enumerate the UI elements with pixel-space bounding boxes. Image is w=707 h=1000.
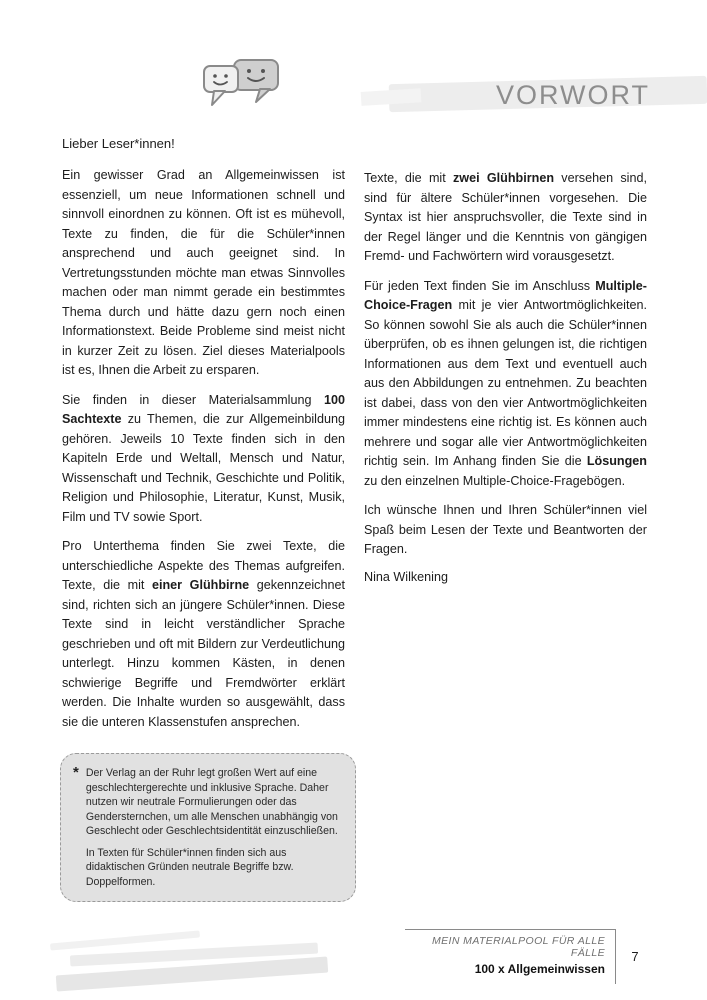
page-number: 7 <box>631 949 639 964</box>
brushstroke-layer <box>50 930 200 950</box>
footnote-box <box>60 753 356 902</box>
salutation: Lieber Leser*innen! <box>62 136 175 151</box>
paragraph-intro: Ein gewisser Grad an Allgemeinwissen ist essenziell, um neue Informationen schnell und sinnvoll einordnen zu können. Oft ist es mühevoll, Texte zu finden, die für die Schüler*innen ansprechend und auch geeignet sind. In Vertretungsstunden möchte man etwas Sinnvolles machen oder man nimmt gerade ein bestimmtes Thema durch und hätte dazu gern noch einen Informationstext. Beide Probleme sind meist nicht in kurzer Zeit zu lösen. Ziel dieses Materialpools ist es, Ihnen die Arbeit zu ersparen. <box>62 168 345 377</box>
asterisk-marker: * <box>73 764 79 781</box>
page-footer <box>405 929 654 984</box>
speech-bubbles-icon <box>200 56 286 115</box>
left-column <box>62 136 345 742</box>
paragraph-multiple-choice: Für jeden Text finden Sie im Anschluss Multiple-Choice-Fragen mit je vier Antwortmöglichkeiten. So können sowohl Sie als auch die Schüler*innen überprüfen, ob es ihnen gelungen ist, die richtigen Informationen aus dem Text und eventuell auch aus den Abbildungen zu entnehmen. Zu beachten ist dabei, dass von den vier Antwortmöglichkeiten immer mindestens eine richtig ist. Es können auch mehrere und sogar alle vier Antwortmöglichkeiten richtig sein. Im Anhang finden Sie die Lösungen zu den einzelnen Multiple-Choice-Fragebögen. <box>364 278 647 488</box>
content-columns <box>62 136 647 742</box>
bottom-brushstroke <box>48 922 348 992</box>
footnote-paragraph: In Texten für Schüler*innen finden sich aus didaktischen Gründen neutrale Begriffe bzw. Doppelformen. <box>85 846 294 888</box>
series-title: MEIN MATERIALPOOL FÜR ALLE FÄLLE <box>432 935 605 959</box>
right-column <box>364 136 647 742</box>
footnote-text <box>86 766 341 889</box>
book-title: 100 x Allgemeinwissen <box>474 962 605 976</box>
footer-text-block <box>405 929 615 984</box>
paragraph-sachtexte: Sie finden in dieser Materialsammlung 100 Sachtexte zu Themen, die zur Allgemeinbildung gehören. Jeweils 10 Texte finden sich in den Kapiteln Erde und Weltall, Mensch und Natur, Wissenschaft und Technik, Geschichte und Politik, Religion und Philosophie, Literatur, Kunst, Musik, Film und TV sowie Sport. <box>62 392 345 524</box>
author-signature: Nina Wilkening <box>364 569 448 584</box>
page-title: VORWORT <box>495 80 650 110</box>
paragraph-gluehbirne: Pro Unterthema finden Sie zwei Texte, die unterschiedliche Aspekte des Themas aufgreifen. Texte, die mit einer Glühbirne gekennzeichnet sind, richten sich an jüngere Schüler*innen. Diese Texte sind in leicht verständlicher Sprache geschrieben und oft mit Bildern zur Verdeutlichung unterlegt. Hinzu kommen Kästen, in denen schwierige Begriffe und Fremdwörter erklärt werden. Die Inhalte wurden so ausgewählt, dass sie die unteren Klassenstufen ansprechen. <box>62 539 345 729</box>
paragraph-zwei-gluehbirnen: Texte, die mit zwei Glühbirnen versehen sind, sind für ältere Schüler*innen vorgesehen. Die Syntax ist hier anspruchsvoller, die Texte sind in der Regel länger und die Kenntnis von gängigen Fremd- und Fachwörtern wird vorausgesetzt. <box>364 171 647 263</box>
paragraph-wunsch: Ich wünsche Ihnen und Ihren Schüler*innen viel Spaß beim Lesen der Texte und Beantworten der Fragen. <box>364 503 647 556</box>
footnote-paragraph: Der Verlag an der Ruhr legt großen Wert auf eine geschlechtergerechte und inklusive Sprache. Daher nutzen wir neutrale Formulierungen oder das Gendersternchen, um alle Menschen unabhängig von Geschlecht oder Geschlechtsidentität einzuschließen. <box>85 767 338 837</box>
